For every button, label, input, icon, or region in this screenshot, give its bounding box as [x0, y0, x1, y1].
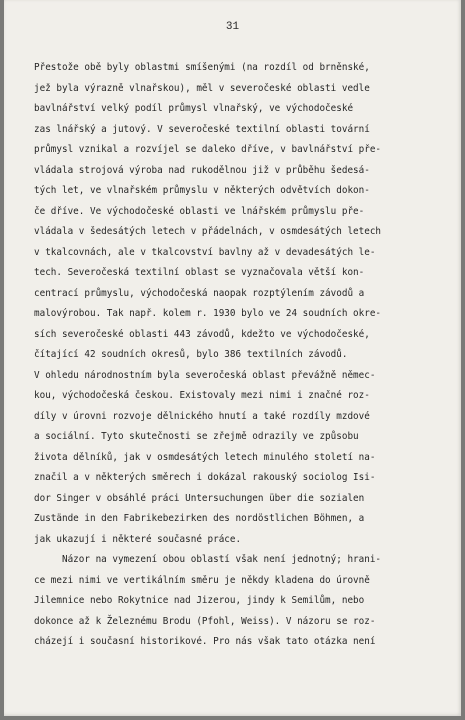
text-line: bavlnářství velký podíl průmysl vlnařský, ve východočeské — [34, 103, 354, 114]
text-line: cházejí i současní historikové. Pro nás však tato otázka není — [34, 636, 376, 647]
text-line: jež byla výrazně vlnařskou), měl v severočeské oblasti vedle — [34, 82, 370, 94]
page-number: 31 — [225, 21, 240, 33]
document-page — [4, 0, 461, 716]
text-line: dokonce až k Železnému Brodu (Pfohl, Weiss). V názoru se roz- — [34, 615, 376, 627]
text-line: Názor na vymezení obou oblastí však není jednotný; hrani- — [34, 554, 382, 565]
body-text — [34, 58, 429, 653]
text-line: vládala strojová výroba nad rukodělnou již v průběhu šedesá- — [34, 164, 370, 176]
text-line: V ohledu národnostním byla severočeská oblast převážně němec- — [34, 369, 376, 381]
text-line: Jilemnice nebo Rokytnice nad Jizerou, jindy k Semilům, nebo — [34, 595, 365, 606]
text-line: zas lnářský a jutový. V severočeské textilní oblasti tovární — [34, 123, 370, 135]
text-line: průmysl vznikal a rozvíjel se daleko dříve, v bavlnářství pře- — [34, 144, 382, 155]
text-line: tých let, ve vlnařském průmyslu v některých odvětvích dokon- — [34, 185, 370, 196]
text-line: tech. Severočeská textilní oblast se vyznačovala větší kon- — [34, 267, 365, 278]
text-line: v tkalcovnách, ale v tkalcovství bavlny až v devadesátých le- — [34, 246, 376, 258]
text-line: jak ukazují i některé současné práce. — [34, 533, 242, 545]
text-line: vládala v šedesátých letech v přádelnách, v osmdesátých letech — [34, 226, 382, 237]
text-line: centrací průmyslu, východočeská naopak rozptýlením závodů a — [34, 287, 365, 299]
text-line: kou, východočeská českou. Existovaly mezi nimi i značné roz- — [34, 390, 370, 401]
text-line: ce mezi nimi ve vertikálním směru je někdy kladena do úrovně — [34, 574, 370, 586]
text-line: dor Singer v obsáhlé práci Untersuchungen über die sozialen — [34, 492, 365, 504]
text-line: Přestože obě byly oblastmi smíšenými (na rozdíl od brněnské, — [34, 62, 370, 73]
text-line: sích severočeské oblasti 443 závodů, kdežto ve východočeské, — [34, 328, 370, 340]
text-line: a sociální. Tyto skutečnosti se zřejmě odrazily ve způsobu — [34, 431, 359, 442]
text-line: malovýrobou. Tak např. kolem r. 1930 bylo ve 24 soudních okre- — [34, 308, 382, 319]
text-line: če dříve. Ve východočeské oblasti ve lnářském průmyslu pře- — [34, 205, 365, 217]
text-line: Zustände in den Fabrikebezirken des nordöstlichen Böhmen, a — [34, 513, 365, 524]
text-line: života dělníků, jak v osmdesátých letech minulého století na- — [34, 451, 376, 463]
text-line: díly v úrovni rozvoje dělnického hnutí a také rozdíly mzdové — [34, 410, 370, 422]
text-line: čítající 42 soudních okresů, bylo 386 textilních závodů. — [34, 349, 348, 360]
text-line: značil a v některých směrech i dokázal rakouský sociolog Isi- — [34, 472, 376, 483]
